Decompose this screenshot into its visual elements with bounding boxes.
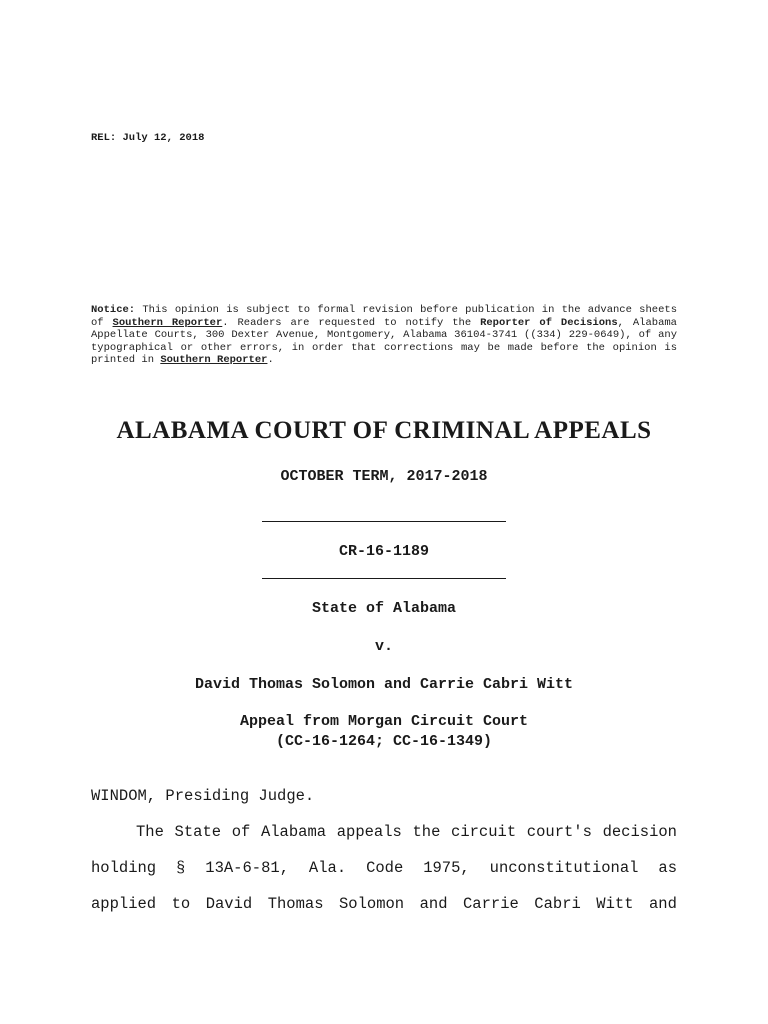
notice-text: , Alabama Appellate Courts, 300 Dexter Avenue, Montgomery, Alabama 36104-3741 ((334) 229-0649), of any typographical or other errors, in order that corrections may be made before the opinion is printed in xyxy=(91,316,677,367)
opinion-word: holding xyxy=(91,859,157,877)
publication-notice xyxy=(91,304,677,367)
opinion-word: State xyxy=(174,823,222,841)
opinion-word: David xyxy=(205,895,253,913)
opinion-word: § xyxy=(176,859,186,877)
opinion-word: to xyxy=(171,895,191,913)
notice-text: . Readers are requested to notify the xyxy=(222,316,481,329)
southern-reporter-ref: Southern Reporter xyxy=(160,354,268,367)
opinion-word: applied xyxy=(91,895,157,913)
appellant: State of Alabama xyxy=(311,600,457,617)
opinion-word: circuit xyxy=(451,823,517,841)
opinion-body-line xyxy=(91,859,677,877)
opinion-word: Witt xyxy=(596,895,634,913)
opinion-body-line xyxy=(91,895,677,913)
southern-reporter-ref: Southern Reporter xyxy=(112,316,223,329)
versus: v. xyxy=(374,638,393,655)
notice-text: . xyxy=(267,354,274,367)
opinion-word: The xyxy=(136,823,164,841)
opinion-word: of xyxy=(231,823,251,841)
term: OCTOBER TERM, 2017-2018 xyxy=(280,468,488,485)
opinion-word: and xyxy=(649,895,677,913)
docket-rule-bottom xyxy=(262,578,506,579)
reporter-of-decisions: Reporter of Decisions xyxy=(480,316,618,329)
opinion-word: Thomas xyxy=(267,895,324,913)
opinion-word: the xyxy=(412,823,441,841)
opinion-word: decision xyxy=(602,823,677,841)
lower-court-case-numbers: (CC-16-1264; CC-16-1349) xyxy=(275,733,493,750)
release-date: REL: July 12, 2018 xyxy=(91,132,205,144)
opinion-word: Code xyxy=(366,859,404,877)
appellees: David Thomas Solomon and Carrie Cabri Witt xyxy=(194,676,574,693)
opinion-word: Alabama xyxy=(260,823,327,841)
opinion-word: and xyxy=(419,895,448,913)
opinion-body-line xyxy=(91,823,677,841)
opinion-word: Ala. xyxy=(308,859,347,877)
opinion-word: Carrie xyxy=(463,895,519,913)
opinion-word: Solomon xyxy=(339,895,405,913)
docket-rule-top xyxy=(262,521,506,522)
opinion-word: as xyxy=(658,859,677,877)
appeal-from: Appeal from Morgan Circuit Court xyxy=(239,713,529,730)
opinion-word: 13A-6-81, xyxy=(205,859,289,877)
opinion-author: WINDOM, Presiding Judge. xyxy=(91,787,315,805)
notice-label: Notice: xyxy=(91,304,136,316)
docket-number: CR-16-1189 xyxy=(338,543,429,560)
notice-text: This opinion is subject to formal revision before publication in the advance sheets of xyxy=(91,304,677,329)
opinion-word: 1975, xyxy=(423,859,470,877)
court-name: ALABAMA COURT OF CRIMINAL APPEALS xyxy=(116,417,652,444)
opinion-word: Cabri xyxy=(534,895,581,913)
opinion-word: appeals xyxy=(336,823,402,841)
opinion-word: unconstitutional xyxy=(489,859,639,877)
opinion-word: court's xyxy=(526,823,592,841)
